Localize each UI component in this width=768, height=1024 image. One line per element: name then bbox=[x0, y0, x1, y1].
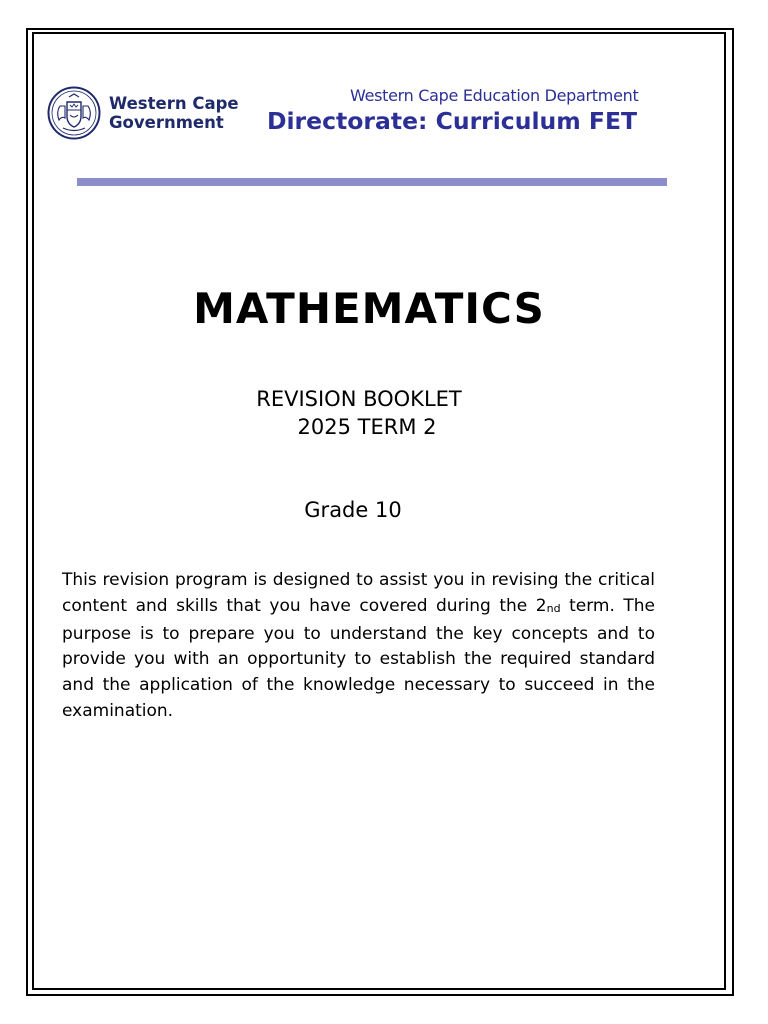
intro-text-end: term. The purpose is to prepare you to understand the key concepts and to provide you with an opportunity to establish the required standard and the application of the knowledge necessary to succeed in the examination. bbox=[62, 595, 655, 721]
logo-wordmark bbox=[109, 94, 239, 132]
logo-line-1: Western Cape bbox=[109, 94, 239, 113]
subtitle-line-1: REVISION BOOKLET bbox=[256, 387, 462, 411]
coat-of-arms-icon bbox=[47, 86, 101, 140]
ordinal-suffix: nd bbox=[546, 601, 561, 615]
subtitle-line-2: 2025 TERM 2 bbox=[297, 415, 437, 439]
intro-paragraph bbox=[62, 568, 655, 725]
intro-text-start: This revision program is designed to assist you in revising the critical content and skills that you have covered during the 2 bbox=[62, 570, 655, 616]
document-title: MATHEMATICS bbox=[193, 284, 545, 333]
logo-line-2: Government bbox=[109, 113, 224, 132]
department-name: Western Cape Education Department bbox=[350, 86, 639, 105]
western-cape-government-logo bbox=[47, 86, 239, 140]
directorate-name: Directorate: Curriculum FET bbox=[267, 107, 638, 135]
header-divider bbox=[77, 178, 667, 186]
grade-label: Grade 10 bbox=[304, 498, 402, 522]
